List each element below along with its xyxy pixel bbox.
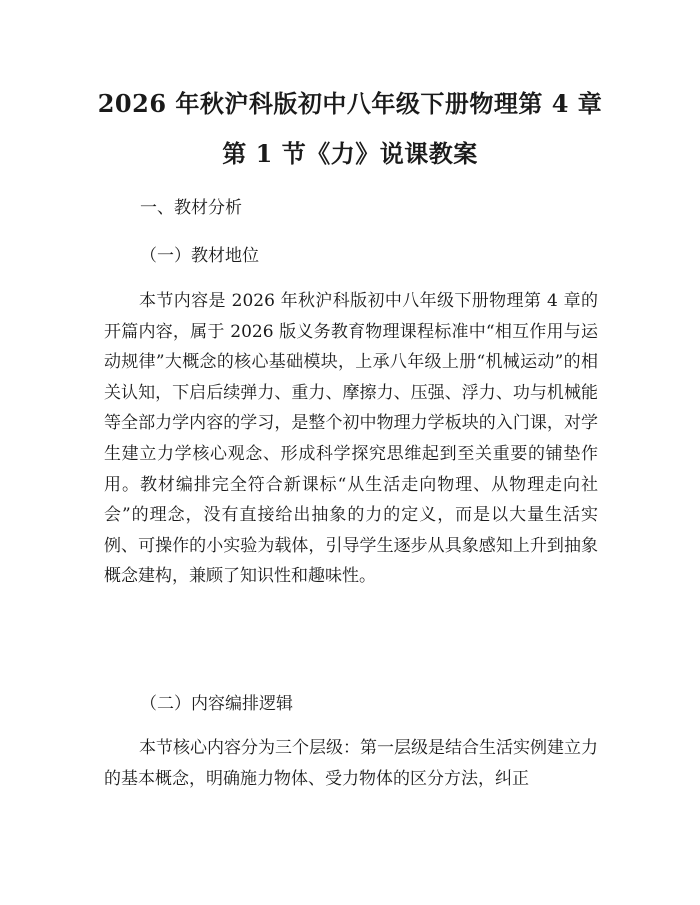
paragraph-content-logic: 本节核心内容分为三个层级：第一层级是结合生活实例建立力的基本概念，明确施力物体、受力物体的区分方法，纠正 — [104, 738, 598, 789]
subsection-heading-content-logic: （二）内容编排逻辑 — [140, 694, 293, 714]
section-heading-textbook-analysis: 一、教材分析 — [140, 198, 242, 218]
paragraph-textbook-status: 本节内容是 2026 年秋沪科版初中八年级下册物理第 4 章的开篇内容，属于 2026 版义务教育物理课程标准中“相互作用与运动规律”大概念的核心基础模块，上承八年级上册“机械运动”的相关认知，下启后续弹力、重力、摩擦力、压强、浮力、功与机械能等全部力学内容的学习，是整个初中物理力学板块的入门课，对学生建立力学核心观念、形成科学探究思维起到至关重要的铺垫作用。教材编排完全符合新课标“从生活走向物理、从物理走向社会”的理念，没有直接给出抽象的力的定义，而是以大量生活实例、可操作的小实验为载体，引导学生逐步从具象感知上升到抽象概念建构，兼顾了知识性和趣味性。 — [104, 291, 598, 587]
document-title-line-2: 第 1 节《力》说课教案 — [222, 139, 478, 168]
subsection-heading-textbook-status: （一）教材地位 — [140, 246, 259, 266]
document-title-line-1: 2026 年秋沪科版初中八年级下册物理第 4 章 — [97, 89, 603, 118]
